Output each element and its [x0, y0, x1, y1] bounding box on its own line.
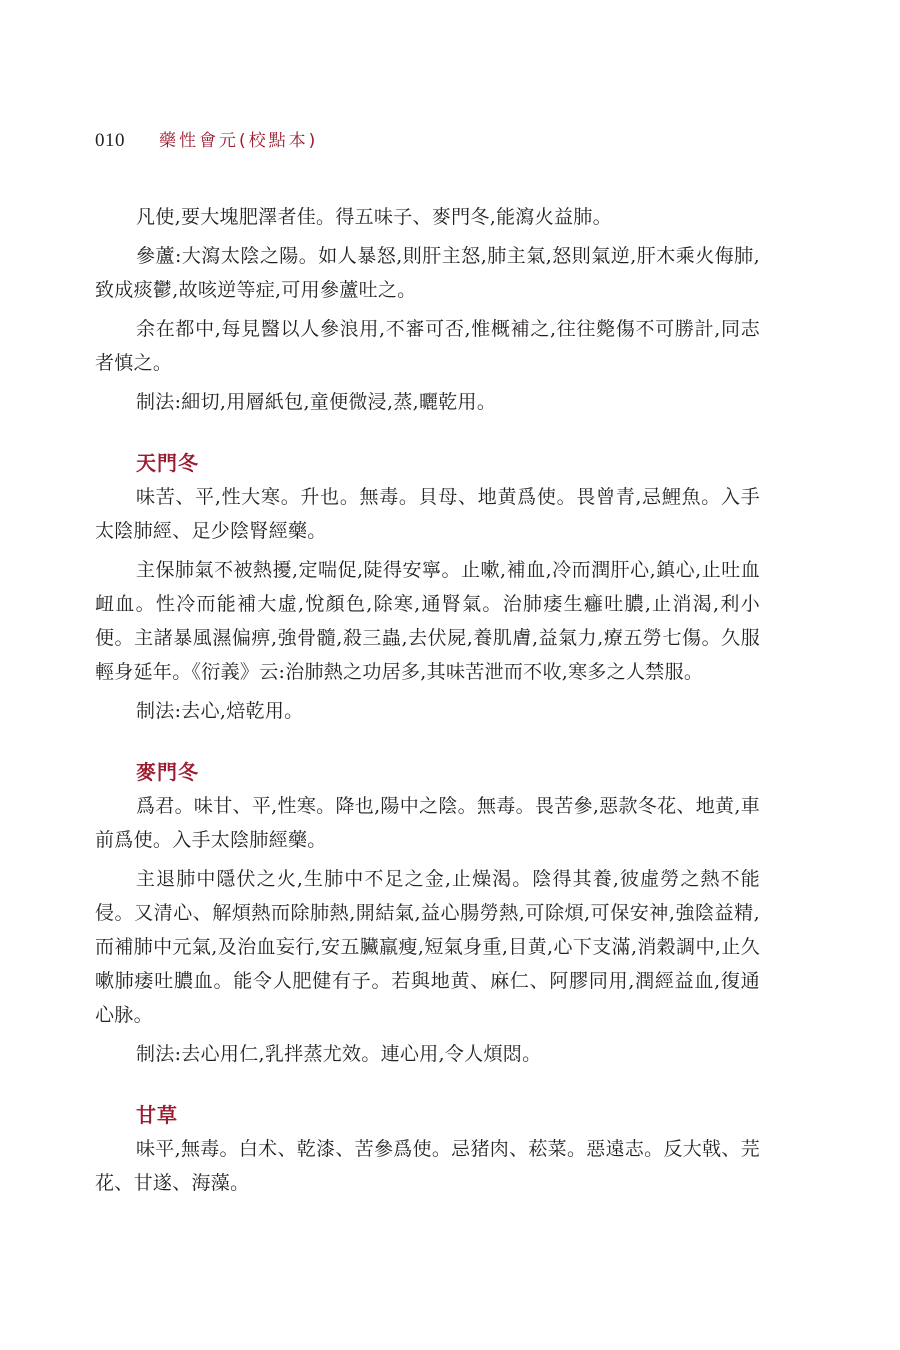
paragraph: 味苦、平,性大寒。升也。無毒。貝母、地黄爲使。畏曾青,忌鯉魚。入手太陰肺經、足少陰腎經藥。 — [95, 486, 760, 542]
paragraph: 制法:去心,焙乾用。 — [136, 700, 304, 722]
entry-tianmendong — [95, 446, 760, 728]
paragraph: 味平,無毒。白术、乾漆、苦參爲使。忌猪肉、菘菜。惡遠志。反大戟、芫花、甘遂、海藻。 — [95, 1138, 760, 1194]
paragraph: 制法:細切,用層紙包,童便微浸,蒸,曬乾用。 — [136, 391, 497, 413]
page-body — [95, 200, 760, 1205]
paragraph: 參蘆:大瀉太陰之陽。如人暴怒,則肝主怒,肺主氣,怒則氣逆,肝木乘火侮肺,致成痰鬱,故咳逆等症,可用參蘆吐之。 — [95, 245, 760, 301]
running-title: 藥性會元(校點本) — [159, 131, 319, 151]
page-number: 010 — [95, 130, 125, 151]
entry-gancao — [95, 1098, 760, 1200]
entry-maimendong — [95, 755, 760, 1071]
entry-title: 麥門冬 — [136, 760, 199, 784]
paragraph: 凡使,要大塊肥澤者佳。得五味子、麥門冬,能瀉火益肺。 — [136, 206, 612, 228]
paragraph: 爲君。味甘、平,性寒。降也,陽中之陰。無毒。畏苦參,惡款冬花、地黄,車前爲使。入手太陰肺經藥。 — [95, 795, 760, 851]
entry-title: 甘草 — [136, 1103, 178, 1127]
paragraph: 主退肺中隱伏之火,生肺中不足之金,止燥渴。陰得其養,彼虛勞之熱不能侵。又清心、解煩熱而除肺熱,開結氣,益心腸勞熱,可除煩,可保安神,強陰益精,而補肺中元氣,及治血妄行,安五臟羸瘦,短氣身重,目黄,心下支滿,消穀調中,止久嗽肺痿吐膿血。能令人肥健有子。若與地黄、麻仁、阿膠同用,潤經益血,復通心脉。 — [95, 868, 760, 1026]
paragraph: 主保肺氣不被熱擾,定喘促,陡得安寧。止嗽,補血,冷而潤肝心,鎮心,止吐血衄血。性冷而能補大虛,悅顏色,除寒,通腎氣。治肺痿生癰吐膿,止消渴,利小便。主諸暴風濕偏痹,強骨髓,殺三蟲,去伏屍,養肌膚,益氣力,療五勞七傷。久服輕身延年。《衍義》云:治肺熱之功居多,其味苦泄而不收,寒多之人禁服。 — [95, 559, 760, 683]
entry-title: 天門冬 — [136, 451, 199, 475]
paragraph: 制法:去心用仁,乳拌蒸尤效。連心用,令人煩悶。 — [136, 1043, 542, 1065]
running-header — [95, 126, 318, 152]
intro-block — [95, 200, 760, 419]
paragraph: 余在都中,每見醫以人參浪用,不審可否,惟概補之,往往斃傷不可勝計,同志者慎之。 — [95, 318, 760, 374]
